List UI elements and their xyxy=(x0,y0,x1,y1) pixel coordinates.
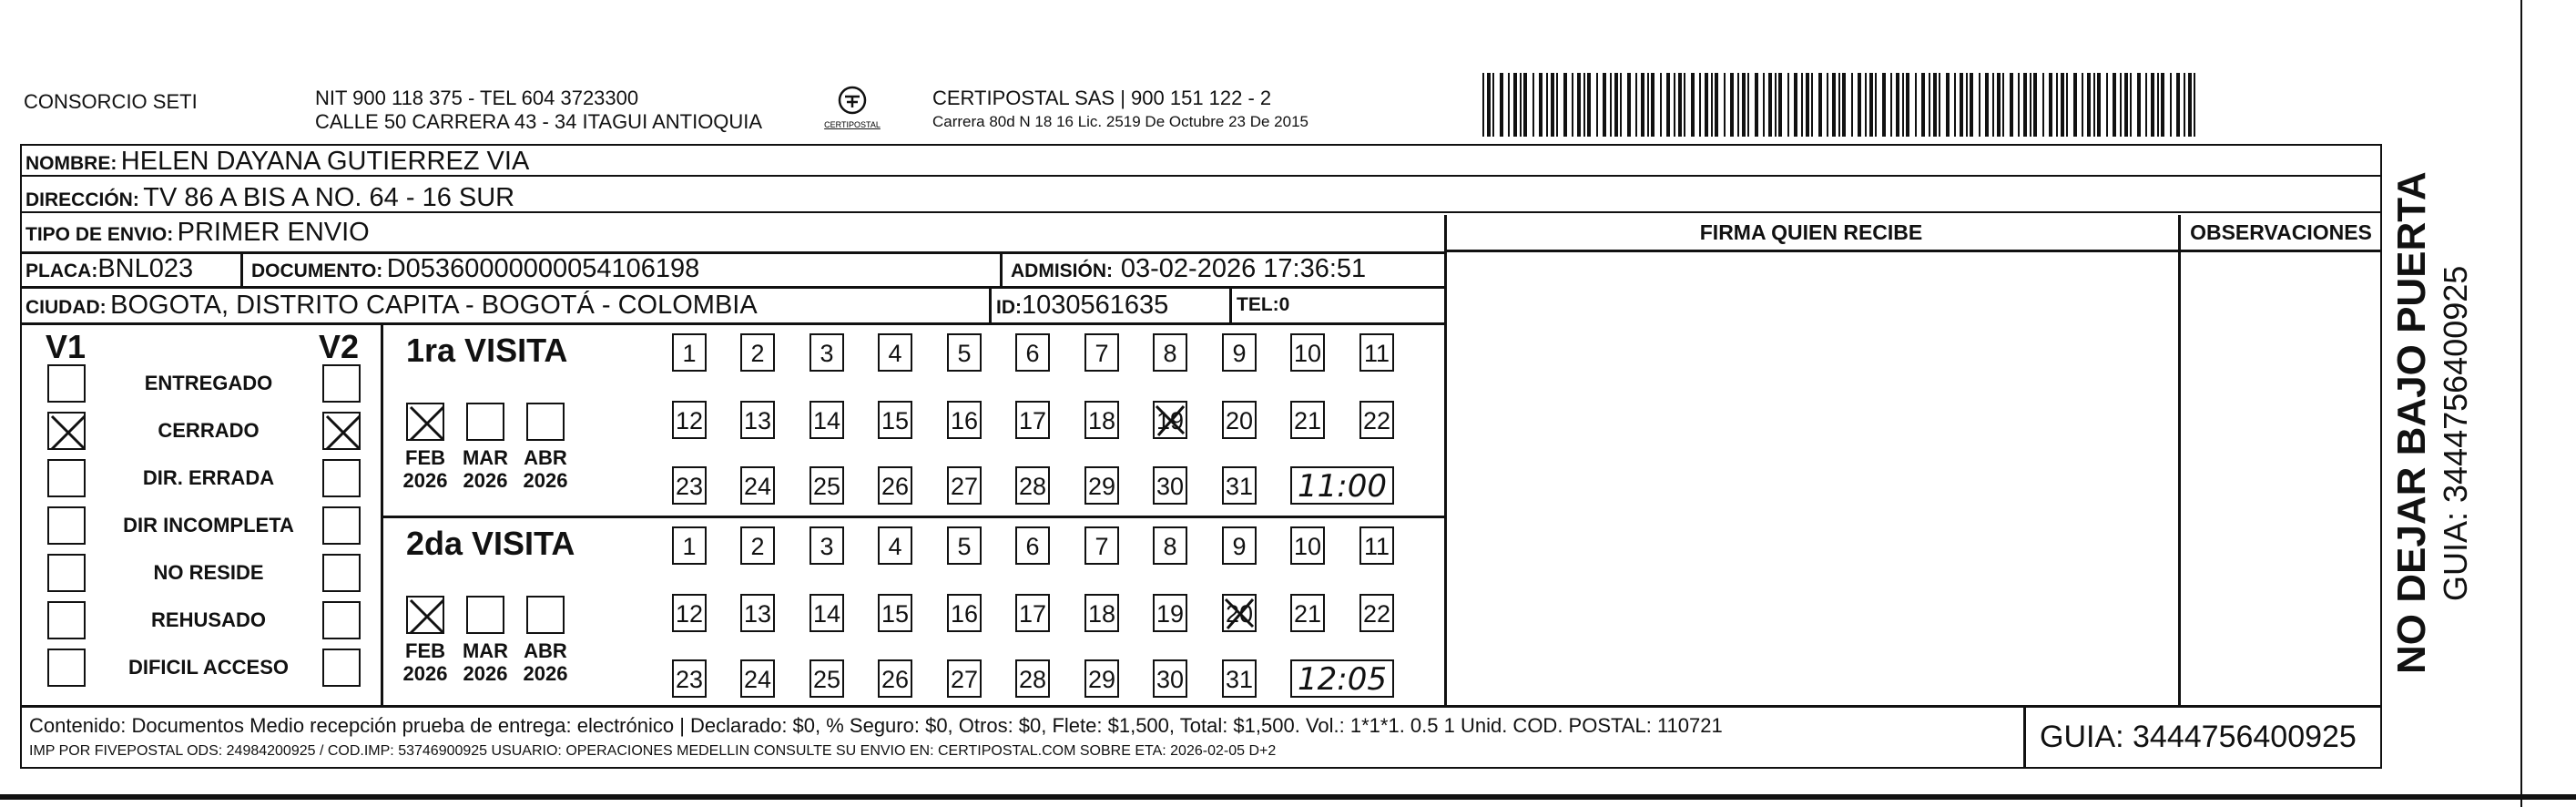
day-box[interactable]: 6 xyxy=(1015,526,1050,565)
month-year: 2026 xyxy=(463,662,508,685)
footer-content: Contenido: Documentos Medio recepción prueba de entrega: electrónico | Declarado: $0, % Seguro: $0, Otros: $0, Flete: $1,500, Total: $1,500. Vol.: 1*1*1. 0.5 1 Unid. COD. POSTAL: 110721 xyxy=(29,714,1723,737)
v2-checkbox[interactable] xyxy=(322,412,361,450)
day-box[interactable]: 2 xyxy=(740,333,775,372)
divider xyxy=(989,288,992,322)
v1-checkbox[interactable] xyxy=(47,506,86,545)
v2-checkbox[interactable] xyxy=(322,601,361,639)
day-box[interactable]: 30 xyxy=(1153,466,1187,505)
status-label: DIFICIL ACCESO xyxy=(127,656,289,679)
day-box[interactable]: 15 xyxy=(878,594,912,632)
status-label: DIR. ERRADA xyxy=(142,466,275,489)
day-box[interactable]: 6 xyxy=(1015,333,1050,372)
divider xyxy=(20,705,2382,708)
day-box[interactable]: 14 xyxy=(809,401,844,439)
day-box[interactable]: 30 xyxy=(1153,659,1187,698)
doc-value: D05360000000054106198 xyxy=(386,254,700,283)
id-value: 1030561635 xyxy=(1022,291,1169,320)
day-box[interactable]: 15 xyxy=(878,401,912,439)
month-checkbox[interactable] xyxy=(466,596,504,634)
day-box[interactable]: 10 xyxy=(1290,333,1325,372)
divider xyxy=(1229,288,1232,322)
nit-line: NIT 900 118 375 - TEL 604 3723300 xyxy=(315,87,639,109)
divider xyxy=(2178,215,2181,707)
license-line: Carrera 80d N 18 16 Lic. 2519 De Octubre 23 De 2015 xyxy=(932,113,1308,130)
day-box[interactable]: 25 xyxy=(809,659,844,698)
month-checkbox[interactable] xyxy=(406,403,444,441)
carrier-line: CERTIPOSTAL SAS | 900 151 122 - 2 xyxy=(932,87,1272,109)
day-box[interactable]: 9 xyxy=(1222,526,1257,565)
v2-checkbox[interactable] xyxy=(322,364,361,403)
day-box[interactable]: 12 xyxy=(672,594,707,632)
divider xyxy=(2023,707,2026,769)
month-checkbox[interactable] xyxy=(526,403,565,441)
type-value: PRIMER ENVIO xyxy=(177,218,370,247)
type-row xyxy=(25,217,370,252)
day-box[interactable]: 31 xyxy=(1222,466,1257,505)
v1-checkbox[interactable] xyxy=(47,649,86,687)
status-label: NO RESIDE xyxy=(153,561,264,584)
day-box[interactable]: 1 xyxy=(672,526,707,565)
day-box[interactable]: 22 xyxy=(1359,594,1394,632)
doc-label: DOCUMENTO: xyxy=(251,260,383,281)
page-edge xyxy=(2520,0,2522,807)
visit-time-text: 12:05 xyxy=(1298,661,1387,698)
divider xyxy=(240,253,243,286)
v2-label: V2 xyxy=(319,328,360,365)
month-label xyxy=(453,639,517,685)
tel-cell xyxy=(1237,290,1289,322)
city-cell xyxy=(25,290,758,325)
day-box[interactable]: 28 xyxy=(1015,466,1050,505)
day-box[interactable]: 5 xyxy=(947,333,982,372)
id-cell xyxy=(996,290,1168,325)
day-box[interactable]: 3 xyxy=(809,333,844,372)
v1-checkbox[interactable] xyxy=(47,601,86,639)
address-label: DIRECCIÓN: xyxy=(25,189,139,210)
v1-checkbox[interactable] xyxy=(47,554,86,592)
signature-header: FIRMA QUIEN RECIBE xyxy=(1699,220,1923,244)
day-box[interactable]: 11 xyxy=(1359,526,1394,565)
day-box[interactable]: 5 xyxy=(947,526,982,565)
v1-checkbox[interactable] xyxy=(47,412,86,450)
tel-label: TEL: xyxy=(1237,294,1279,315)
day-box[interactable]: 20 xyxy=(1222,594,1257,632)
day-box[interactable]: 16 xyxy=(947,401,982,439)
month-name: ABR xyxy=(524,446,567,469)
day-box[interactable]: 21 xyxy=(1290,594,1325,632)
day-box[interactable]: 17 xyxy=(1015,401,1050,439)
day-box[interactable]: 26 xyxy=(878,466,912,505)
month-label xyxy=(393,446,457,492)
day-box[interactable]: 12 xyxy=(672,401,707,439)
month-checkbox[interactable] xyxy=(466,403,504,441)
month-label xyxy=(393,639,457,685)
month-checkbox[interactable] xyxy=(406,596,444,634)
name-label: NOMBRE: xyxy=(25,153,117,174)
day-box[interactable]: 7 xyxy=(1084,526,1119,565)
day-box[interactable]: 8 xyxy=(1153,526,1187,565)
admission-cell xyxy=(1011,253,1366,289)
v1-checkbox[interactable] xyxy=(47,459,86,497)
address-value: TV 86 A BIS A NO. 64 - 16 SUR xyxy=(143,183,515,212)
day-box[interactable]: 4 xyxy=(878,526,912,565)
type-label: TIPO DE ENVIO: xyxy=(25,224,174,245)
month-year: 2026 xyxy=(523,662,568,685)
status-label: ENTREGADO xyxy=(144,372,273,394)
month-name: ABR xyxy=(524,639,567,662)
day-box[interactable]: 23 xyxy=(672,466,707,505)
day-box[interactable]: 23 xyxy=(672,659,707,698)
v1-label: V1 xyxy=(46,328,87,365)
id-label: ID: xyxy=(996,297,1022,318)
day-box[interactable]: 22 xyxy=(1359,401,1394,439)
visit-divider xyxy=(381,516,1444,518)
day-box[interactable]: 24 xyxy=(740,466,775,505)
name-value: HELEN DAYANA GUTIERREZ VIA xyxy=(120,147,530,176)
day-box[interactable]: 24 xyxy=(740,659,775,698)
doc-cell xyxy=(251,253,699,289)
tel-value: 0 xyxy=(1278,294,1290,315)
footer-imp: IMP POR FIVEPOSTAL ODS: 24984200925 / COD.IMP: 53746900925 USUARIO: OPERACIONES MEDELLIN CONSULTE SU ENVIO EN: CERTIPOSTAL.COM SOBRE ETA: 2026-02-05 D+2 xyxy=(29,743,1277,759)
month-name: FEB xyxy=(405,446,445,469)
divider xyxy=(1444,250,2382,252)
status-label: REHUSADO xyxy=(151,608,266,631)
month-label xyxy=(514,446,577,492)
status-label: DIR INCOMPLETA xyxy=(123,514,294,536)
day-box[interactable]: 20 xyxy=(1222,401,1257,439)
barcode xyxy=(1482,73,2202,137)
month-year: 2026 xyxy=(463,469,508,492)
admission-label: ADMISIÓN: xyxy=(1011,260,1113,281)
admission-value: 03-02-2026 17:36:51 xyxy=(1120,254,1367,283)
visit-title: 2da VISITA xyxy=(406,525,575,562)
day-box[interactable]: 2 xyxy=(740,526,775,565)
month-label xyxy=(514,639,577,685)
day-box[interactable]: 19 xyxy=(1153,594,1187,632)
footer-guia: GUIA: 3444756400925 xyxy=(2040,720,2357,754)
day-box[interactable]: 18 xyxy=(1084,594,1119,632)
visit-time-text: 11:00 xyxy=(1298,468,1387,505)
day-box[interactable]: 27 xyxy=(947,659,982,698)
day-box[interactable]: 29 xyxy=(1084,659,1119,698)
day-box[interactable]: 10 xyxy=(1290,526,1325,565)
day-box[interactable]: 25 xyxy=(809,466,844,505)
visit-time[interactable] xyxy=(1290,466,1394,505)
day-box[interactable]: 16 xyxy=(947,594,982,632)
side-guia: GUIA: 3444756400925 xyxy=(2437,265,2474,601)
divider xyxy=(1444,324,1447,707)
day-box[interactable]: 19 xyxy=(1153,401,1187,439)
day-box[interactable]: 3 xyxy=(809,526,844,565)
day-box[interactable]: 14 xyxy=(809,594,844,632)
status-label: CERRADO xyxy=(158,419,260,442)
day-box[interactable]: 9 xyxy=(1222,333,1257,372)
divider xyxy=(1000,253,1003,286)
v1-checkbox[interactable] xyxy=(47,364,86,403)
visit-time[interactable] xyxy=(1290,659,1394,698)
day-box[interactable]: 29 xyxy=(1084,466,1119,505)
month-year: 2026 xyxy=(523,469,568,492)
bottom-edge xyxy=(0,794,2576,800)
day-box[interactable]: 7 xyxy=(1084,333,1119,372)
visit-title: 1ra VISITA xyxy=(406,332,568,369)
day-box[interactable]: 18 xyxy=(1084,401,1119,439)
city-label: CIUDAD: xyxy=(25,297,107,318)
month-year: 2026 xyxy=(402,469,448,492)
city-value: BOGOTA, DISTRITO CAPITA - BOGOTÁ - COLOMBIA xyxy=(110,291,758,320)
day-box[interactable]: 13 xyxy=(740,594,775,632)
observations-header: OBSERVACIONES xyxy=(2190,220,2372,244)
name-row xyxy=(20,144,2380,177)
month-name: MAR xyxy=(462,639,509,662)
plate-cell xyxy=(25,253,193,289)
month-label xyxy=(453,446,517,492)
day-box[interactable]: 4 xyxy=(878,333,912,372)
day-box[interactable]: 28 xyxy=(1015,659,1050,698)
day-box[interactable]: 1 xyxy=(672,333,707,372)
plate-value: BNL023 xyxy=(97,254,194,283)
day-box[interactable]: 31 xyxy=(1222,659,1257,698)
side-warning: NO DEJAR BAJO PUERTA xyxy=(2389,171,2434,674)
day-box[interactable]: 21 xyxy=(1290,401,1325,439)
day-box[interactable]: 11 xyxy=(1359,333,1394,372)
day-box[interactable]: 27 xyxy=(947,466,982,505)
day-box[interactable]: 17 xyxy=(1015,594,1050,632)
address-line: CALLE 50 CARRERA 43 - 34 ITAGUI ANTIOQUIA xyxy=(315,110,763,133)
day-box[interactable]: 26 xyxy=(878,659,912,698)
observations-area[interactable] xyxy=(2182,253,2380,705)
v2-checkbox[interactable] xyxy=(322,554,361,592)
plate-label: PLACA: xyxy=(25,260,98,281)
v2-checkbox[interactable] xyxy=(322,506,361,545)
month-checkbox[interactable] xyxy=(526,596,565,634)
signature-area[interactable] xyxy=(1448,253,2176,705)
day-box[interactable]: 8 xyxy=(1153,333,1187,372)
v2-checkbox[interactable] xyxy=(322,459,361,497)
v2-checkbox[interactable] xyxy=(322,649,361,687)
month-year: 2026 xyxy=(402,662,448,685)
certipostal-logo xyxy=(816,84,889,135)
address-row xyxy=(20,180,2380,213)
day-box[interactable]: 13 xyxy=(740,401,775,439)
month-name: FEB xyxy=(405,639,445,662)
svg-text:CERTIPOSTAL: CERTIPOSTAL xyxy=(824,120,881,129)
company-name: CONSORCIO SETI xyxy=(24,90,198,113)
month-name: MAR xyxy=(462,446,509,469)
